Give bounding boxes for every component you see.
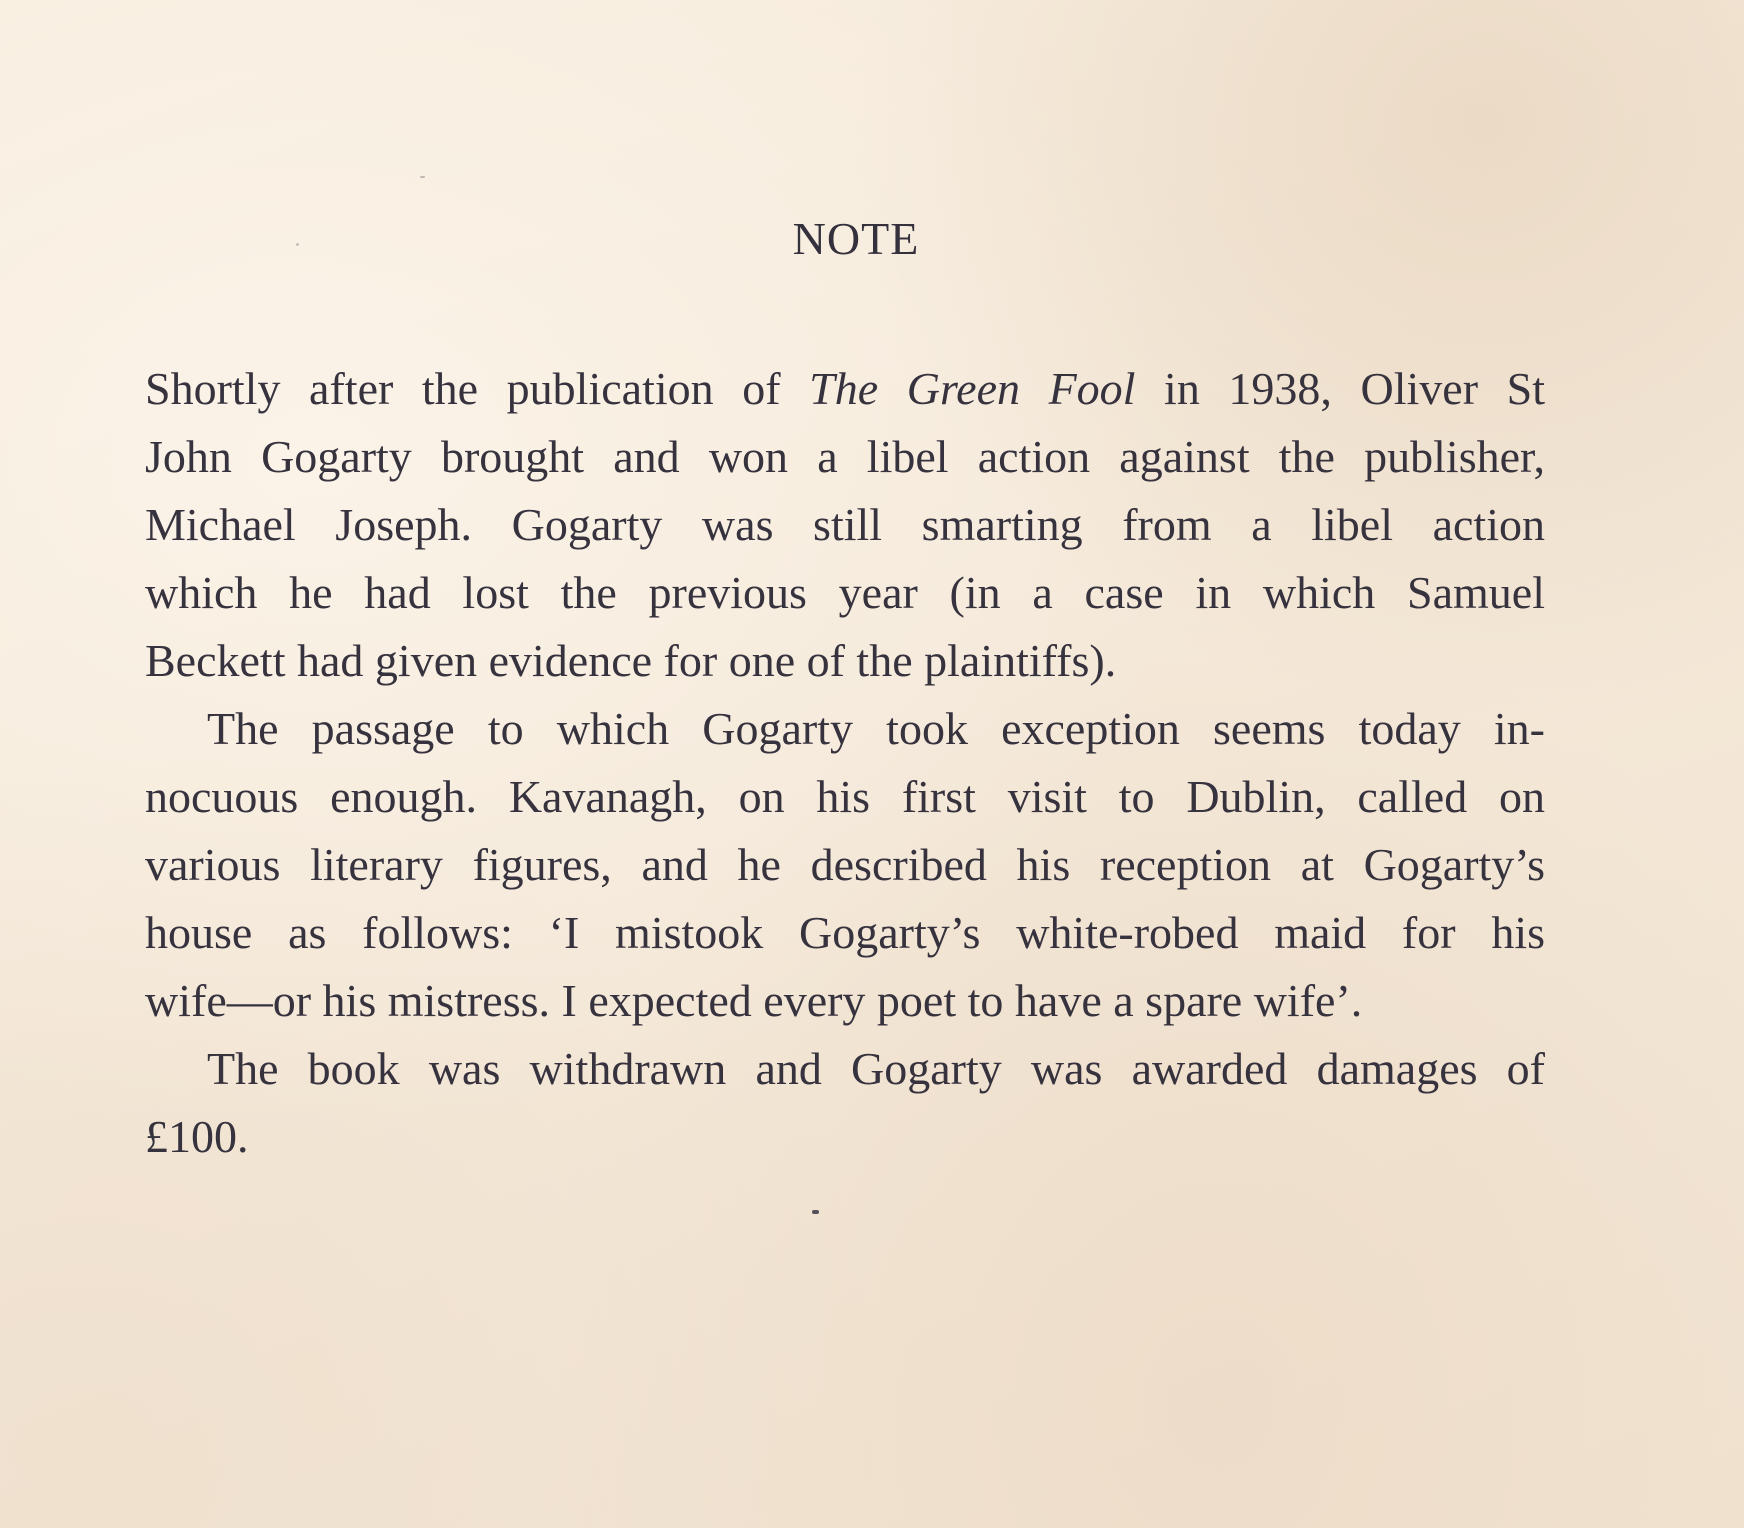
text-line: The book was withdrawn and Gogarty was awarded damages of [207, 1043, 1545, 1094]
page-heading: NOTE [792, 213, 920, 264]
ink-speck [296, 243, 299, 246]
text-line: wife—or his mistress. I expected every poet to have a spare wife’. [145, 975, 1363, 1026]
ink-speck [420, 176, 425, 178]
text-line: £100. [145, 1111, 249, 1162]
note-body [145, 355, 1545, 1171]
text-line: nocuous enough. Kavanagh, on his first visit to Dublin, called on [145, 771, 1545, 822]
text-line: Beckett had given evidence for one of the plaintiffs). [145, 635, 1117, 686]
text-line: house as follows: ‘I mistook Gogarty’s white-robed maid for his [145, 907, 1545, 958]
book-title: The Green Fool [809, 363, 1136, 414]
text-line [145, 355, 1545, 423]
paragraph-3 [145, 1035, 1545, 1171]
paragraph-1 [145, 355, 1545, 695]
text-line: The passage to which Gogarty took exception seems today in- [207, 703, 1545, 754]
text-line: John Gogarty brought and won a libel action against the publisher, [145, 431, 1545, 482]
ink-speck [812, 1210, 819, 1214]
text-line: which he had lost the previous year (in a case in which Samuel [145, 567, 1545, 618]
text-line: various literary figures, and he described his reception at Gogarty’s [145, 839, 1545, 890]
text-segment: in 1938, Oliver St [1135, 363, 1545, 414]
text-segment: Shortly after the publication of [145, 363, 810, 414]
text-line: Michael Joseph. Gogarty was still smarting from a libel action [145, 499, 1545, 550]
paragraph-2 [145, 695, 1545, 1035]
